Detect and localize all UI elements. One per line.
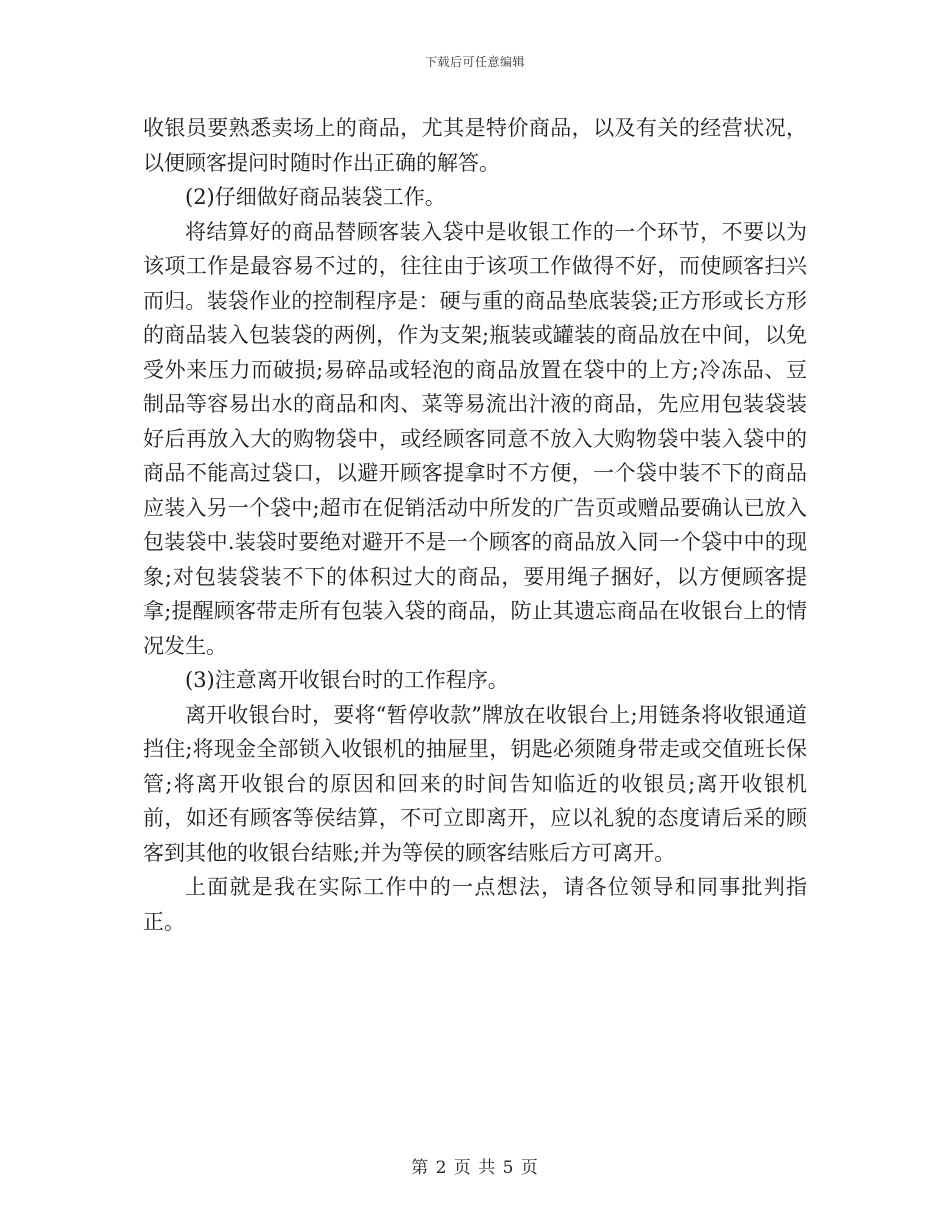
- paragraph-cashier-familiarity: 收银员要熟悉卖场上的商品，尤其是特价商品，以及有关的经营状况，以便顾客提问时随时作出正确的解答。: [143, 116, 807, 175]
- paragraph-leaving-procedure: 离开收银台时，要将“暂停收款”牌放在收银台上;用链条将收银通道挡住;将现金全部锁入收银机的抽屉里，钥匙必须随身带走或交值班长保管;将离开收银台的原因和回来的时间告知临近的收银员;离开收银机前，如还有顾客等侯结算，不可立即离开，应以礼貌的态度请后采的顾客到其他的收银台结账;并为等侯的顾客结账后方可离开。: [143, 702, 807, 865]
- heading-bagging-work: (2)仔细做好商品装袋工作。: [185, 185, 446, 209]
- page-number-footer: 第 2 页 共 5 页: [411, 1158, 539, 1178]
- paragraph-closing-remarks: 上面就是我在实际工作中的一点想法，请各位领导和同事批判指正。: [143, 875, 807, 934]
- page-header: 下载后可任意编辑: [424, 55, 525, 69]
- document-body: [143, 111, 807, 939]
- heading-leaving-counter: (3)注意离开收银台时的工作程序。: [185, 668, 509, 692]
- paragraph-bagging-procedure: 将结算好的商品替顾客装入袋中是收银工作的一个环节，不要以为该项工作是最容易不过的，往往由于该项工作做得不好，而使顾客扫兴而归。装袋作业的控制程序是：硬与重的商品垫底装袋;正方形或长方形的商品装入包装袋的两例，作为支架;瓶装或罐装的商品放在中间，以免受外来压力而破损;易碎品或轻泡的商品放置在袋中的上方;冷冻品、豆制品等容易出水的商品和肉、菜等易流出汁液的商品，先应用包装袋装好后再放入大的购物袋中，或经顾客同意不放入大购物袋中装入袋中的商品不能高过袋口，以避开顾客提拿时不方便，一个袋中装不下的商品应装入另一个袋中;超市在促销活动中所发的广告页或赠品要确认已放入包装袋中.装袋时要绝对避开不是一个顾客的商品放入同一个袋中中的现象;对包装袋装不下的体积过大的商品，要用绳子捆好，以方便顾客提拿;提醒顾客带走所有包装入袋的商品，防止其遗忘商品在收银台上的情况发生。: [143, 219, 807, 658]
